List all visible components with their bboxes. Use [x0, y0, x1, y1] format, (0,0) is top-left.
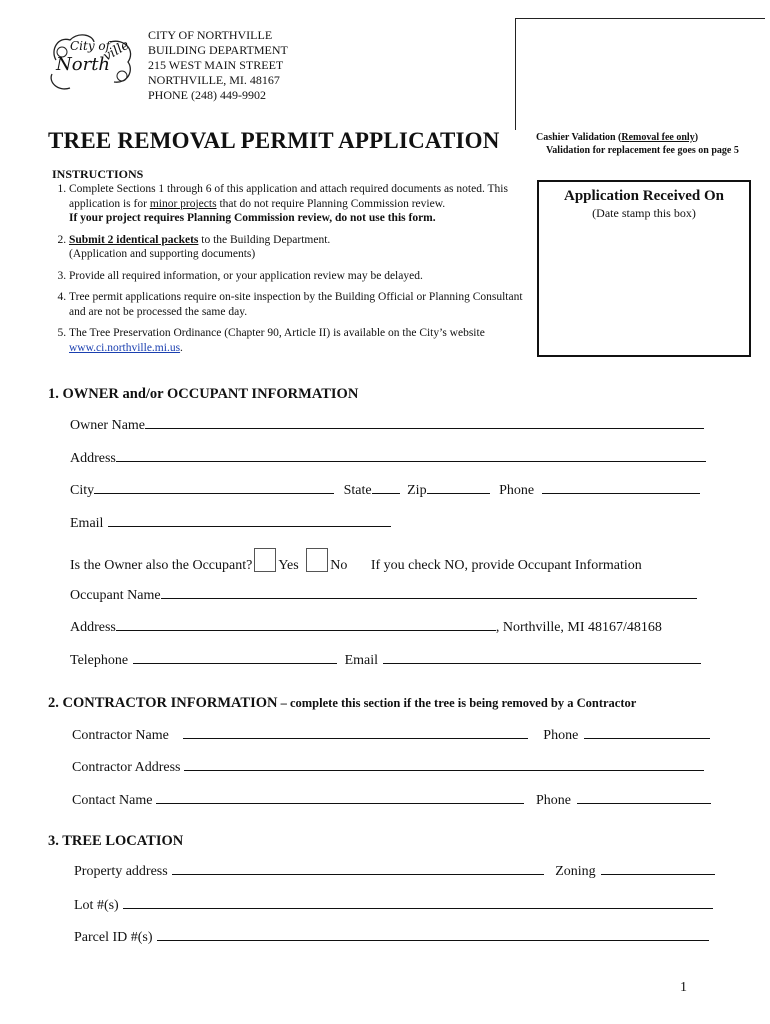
instruction-1: 1. Complete Sections 1 through 6 of this application and attach required documents as noted. This application is for minor projects that do not require Planning Commission review. If your project requires Planning Commission review, do not use this form.: [69, 182, 530, 226]
occupant-name-row: Occupant Name: [70, 586, 697, 604]
contact-phone-field[interactable]: [577, 791, 711, 804]
parcel-id-row: Parcel ID #(s): [74, 928, 709, 946]
parcel-id-field[interactable]: [157, 928, 709, 941]
occupant-contact-row: Telephone Email: [70, 651, 701, 669]
contractor-name-field[interactable]: [183, 726, 528, 739]
department-phone: PHONE (248) 449-9902: [148, 88, 266, 102]
street-address: 215 WEST MAIN STREET: [148, 58, 284, 72]
svg-text:ville: ville: [100, 37, 133, 65]
city-logo: [48, 30, 136, 94]
owner-address-row: Address: [70, 449, 706, 467]
cashier-box-border-left: [515, 18, 516, 130]
city-state-zip-phone-row: City State Zip Phone: [70, 481, 700, 499]
section-3-title: 3. TREE LOCATION: [48, 833, 184, 849]
owner-name-field[interactable]: [145, 416, 704, 429]
owner-address-field[interactable]: [116, 449, 706, 462]
instructions-list: [52, 182, 530, 362]
contact-name-field[interactable]: [156, 791, 524, 804]
instruction-4: 4. Tree permit applications require on-site inspection by the Building Official or Planning Consultant and are not be processed the same day.: [69, 290, 530, 319]
contractor-address-field[interactable]: [184, 758, 704, 771]
lot-field[interactable]: [123, 896, 713, 909]
occupant-address-field[interactable]: [116, 618, 496, 631]
section-2-title: 2. CONTRACTOR INFORMATION – complete this section if the tree is being removed by a Contractor: [48, 695, 637, 711]
owner-phone-field[interactable]: [542, 481, 700, 494]
occupant-telephone-field[interactable]: [133, 651, 337, 664]
lot-row: Lot #(s): [74, 896, 713, 914]
city-state-zip: NORTHVILLE, MI. 48167: [148, 73, 280, 87]
contractor-address-row: Contractor Address: [72, 758, 704, 776]
owner-email-field[interactable]: [108, 514, 391, 527]
svg-text:North: North: [56, 54, 111, 75]
instruction-3: 3. Provide all required information, or your application review may be delayed.: [69, 269, 530, 284]
owner-name-row: Owner Name: [70, 416, 704, 434]
instruction-5: 5. The Tree Preservation Ordinance (Chapter 90, Article II) is available on the City’s website www.ci.northville.mi.us.: [69, 326, 530, 355]
no-checkbox[interactable]: [306, 548, 328, 572]
page-number: 1: [680, 980, 687, 995]
department-address-block: [148, 28, 288, 103]
instructions-heading: INSTRUCTIONS: [52, 167, 144, 181]
zoning-field[interactable]: [601, 862, 715, 875]
city-name: CITY OF NORTHVILLE: [148, 28, 273, 42]
contractor-phone-field[interactable]: [584, 726, 710, 739]
instruction-2: 2. Submit 2 identical packets to the Building Department. (Application and supporting documents): [69, 233, 530, 262]
yes-checkbox[interactable]: [254, 548, 276, 572]
city-website-link[interactable]: www.ci.northville.mi.us: [69, 341, 181, 354]
contact-name-row: Contact Name Phone: [72, 791, 711, 809]
cashier-box-border-top: [515, 18, 765, 19]
property-address-row: Property address Zoning: [74, 862, 715, 880]
replacement-fee-note: Validation for replacement fee goes on page 5: [546, 145, 739, 156]
property-address-field[interactable]: [172, 862, 544, 875]
occupant-email-field[interactable]: [383, 651, 701, 664]
contractor-name-row: Contractor Name Phone: [72, 726, 710, 744]
cashier-validation-label: Cashier Validation (Removal fee only) Validation for replacement fee goes on page 5: [536, 132, 739, 156]
occupant-question-row: Is the Owner also the Occupant? Yes No If you check NO, provide Occupant Information: [70, 548, 642, 574]
department-name: BUILDING DEPARTMENT: [148, 43, 288, 57]
occupant-address-row: Address , Northville, MI 48167/48168: [70, 620, 662, 635]
city-field[interactable]: [94, 481, 334, 494]
state-field[interactable]: [372, 481, 400, 494]
zip-field[interactable]: [427, 481, 490, 494]
page-title: TREE REMOVAL PERMIT APPLICATION: [48, 128, 500, 153]
svg-text:City of: City of: [70, 39, 111, 53]
owner-email-row: Email: [70, 514, 391, 532]
section-1-title: 1. OWNER and/or OCCUPANT INFORMATION: [48, 386, 359, 402]
received-title: Application Received On: [564, 188, 724, 204]
occupant-name-field[interactable]: [161, 586, 697, 599]
received-subtitle: (Date stamp this box): [592, 206, 696, 220]
